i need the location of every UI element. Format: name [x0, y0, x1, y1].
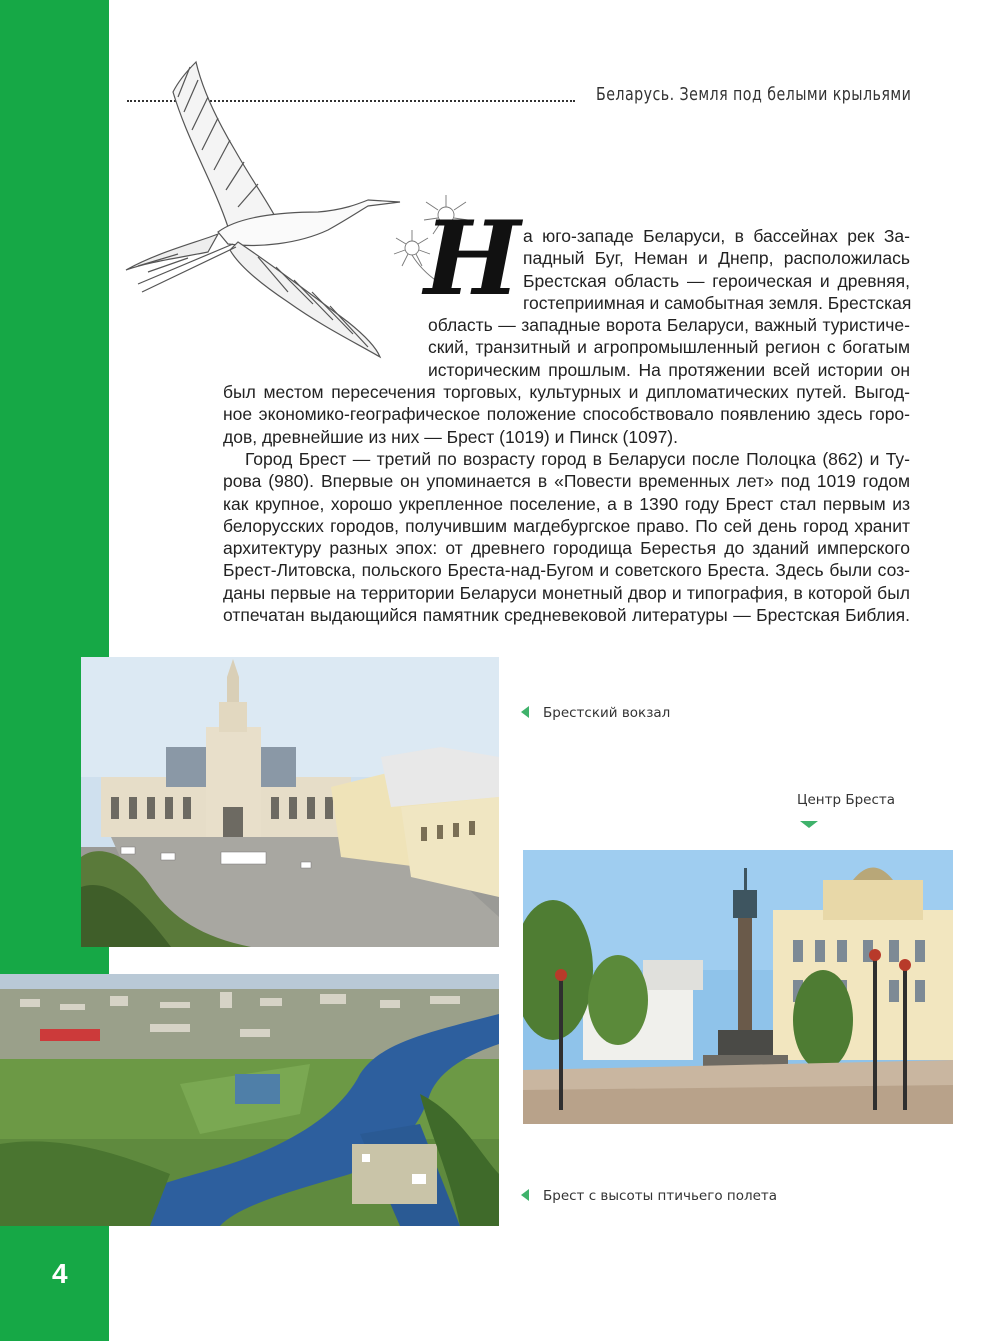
paragraph-1: [223, 381, 910, 448]
text-line: белорусских городов, получившим магдебургское право. По сей день город хранит: [223, 515, 910, 536]
text-line: Брестская область — героическая и древняя,: [523, 270, 910, 291]
photo-brest-station: [81, 657, 499, 947]
caption-arrow-icon: [521, 706, 529, 718]
paragraph-2: [223, 448, 910, 626]
text-line: гостеприимная и самобытная земля. Брестская: [523, 292, 912, 313]
stork-drawing-icon: [118, 52, 408, 362]
text-line: область — западные ворота Беларуси, важный туристиче-: [428, 315, 910, 335]
text-line: рова (980). Впервые он упоминается в «Повести временных лет» под 1019 годом: [223, 471, 910, 492]
caption-arrow-down-icon: [800, 821, 818, 828]
text-line: дов, древнейшие из них — Брест (1019) и Пинск (1097).: [223, 426, 678, 447]
text-line: отпечатан выдающийся памятник средневековой литературы — Брестская Библия.: [223, 605, 910, 626]
text-line: был местом пересечения торговых, культурных и дипломатических путей. Выгод-: [223, 382, 910, 402]
text-line: ский, транзитный и агропромышленный регион с богатым: [428, 337, 910, 358]
text-line: падный Буг, Неман и Днепр, расположилась: [523, 248, 910, 269]
text-line: ное экономико-географическое положение способствовало появлению здесь горо-: [223, 404, 910, 425]
caption-center: Центр Бреста: [797, 792, 896, 808]
text-line: архитектуру разных эпох: от древнего городища Берестья до зданий имперского: [223, 538, 910, 559]
text-line: как крупное, хорошо укрепленное поселение, а в 1390 году Брест стал первым из: [223, 493, 910, 514]
caption-arrow-icon: [521, 1189, 529, 1201]
intro-lines-mid: [428, 314, 910, 381]
text-line: а юго-западе Беларуси, в бассейнах рек За-: [523, 226, 910, 246]
intro-lines-top: [523, 225, 910, 314]
photo-brest-center: [523, 850, 953, 1124]
photo-brest-aerial: [0, 974, 499, 1226]
drop-cap: Н: [424, 199, 521, 319]
text-line: даны первые на территории Беларуси монетный двор и типография, в которой был: [223, 582, 910, 603]
text-line: Город Брест — третий по возрасту город в Беларуси после Полоцка (862) и Ту-: [245, 449, 910, 469]
page-number: 4: [52, 1258, 68, 1289]
text-line: историческим прошлым. На протяжении всей истории он: [428, 359, 910, 380]
running-head-title: Беларусь. Земля под белыми крыльями: [595, 84, 911, 105]
caption-aerial: Брест с высоты птичьего полета: [543, 1188, 778, 1204]
text-line: Брест-Литовска, польского Бреста-над-Бугом и советского Бреста. Здесь были соз-: [223, 560, 910, 581]
caption-station: Брестский вокзал: [543, 705, 671, 721]
